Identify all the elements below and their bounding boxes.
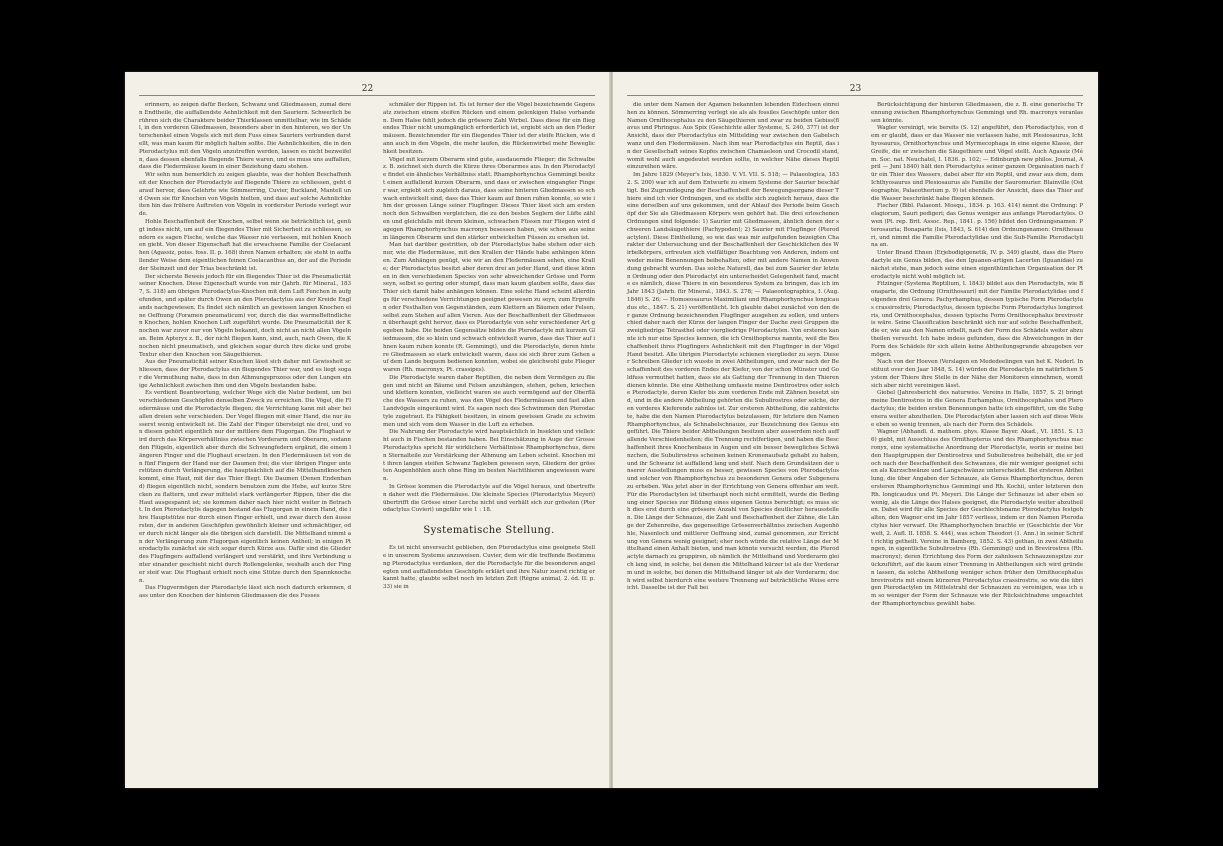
paragraph: Die Nahrung der Pterodactyle wird hauptsächlich in Insekten und vielleicht auch in Fischen bestanden haben. Bei Einschätzung in Auge der Grosse Pterodactylus spricht für wirklichere Verhältnisse Rhamphorhynchus, deren Sternalteile zur Verstärkung der Athmung am Leben scheint. Knochen mit ihren langen steifen Schwanz Tagleben gewesen seyn, Gliedern der grössten Augenhöhlen auch ohne Ring im besten Nachtthieren angewiesen waren.: [383, 429, 596, 483]
left-page: [125, 72, 610, 788]
book-spread: [125, 72, 1098, 788]
paragraph: In Grösse kommen die Pterodactyle auf die Vögel heraus, und übertreffen daher weit die Fledermäuse. Die kleinste Species (Pterodactylus Meyeri) übertrifft die Grösse einer Lerche nicht und verhält sich zur grössten (Pterodactylus Cuvieri) ungefähr wie 1 : 18.: [383, 484, 595, 514]
paragraph: Fitzinger (Systema Reptilium, I. 1843) bildet aus den Pterodactyln, wie Bonaparte, die Ordnung (Ornithosauri) mit der Familie Pterodactylidae und folgenden drei Genera: Pachyrhamphus, dessen typische Form Pterodactylus crassirostris; Pterodactylus, dessen typische Form Pterodactylus longirostris, und Ornithocephalus, dessen typische Form Ornithocephalus brevirostris wäre. Seine Classification beschränkt sich nur auf solche Beschaffenheit, die er, wie aus den Namen erhellt, nach der Form des Schädels weiter abzutheilen versucht. Ich habe indess gefunden, dass die Abweichungen in der Form des Schädels für sich allein keine Abtheilungsgrunde abzugeben vermögen.: [871, 281, 1083, 358]
paragraph: Wagler vereinigt, wie bereits (S. 12) angeführt, den Pterodactylus, von dem er glaubt, dass er das Wasser nie verlassen habe, mit Plesiosaurus, Ichthyosaurus, Ornithorhynchus und Myrmecophaga in eine eigene Klasse, der Greife, die er zwischen die Säugethiere und Vögel stellt. Auch Agassiz (Mém. Soc. nat. Neuchatel, I. 1836. p. 102; — Edinburgh new philos. Journal, April — Juni 1840) hält den Pterodactylus seiner ganzen Organisation nach für ein Thier des Wassers, dabei aber für ein Reptil, und zwar aus dem, dem Ichthyosaurus und Plesiosaurus als Familie der Sauromurier. Blainville (Ostéographie, Palaeotherium p. 9) ist ebenfalls der Ansicht, dass das Thier auf die Wasser beschränkt habe fliegen können.: [871, 125, 1083, 202]
paragraph: Es ist nicht unversucht geblieben, den Pterodactylus eine geeignete Stelle in unserem Systeme anzuweisen. Cuvier, dem wir die treffende Bestimmung Pterodactylus verdanken, der die Pterodactyle für die besonderen angelegten und auffallendsten Geschöpfe erklärt und ihre Natur zuerst richtig erkannt hatte, glaubte selbst noch im letzten Zeit (Règne animal, 2. éd. II. p. 33) sie in: [383, 545, 595, 591]
right-page-column-1: [627, 102, 839, 593]
paragraph: Unter Brand Ehnen (Erjebodigigenetik, IV. p. 349) glaubt, dass die Pterodactyle ein Genus bilden, das den Iguanen-artigen Lacerten (Iguanidae) zunächst stehe, man jedoch seine einen eigenthümlichen Organisation der Pterodactyle nicht wohl möglich ist.: [871, 250, 1083, 280]
page-number-right: 23: [849, 84, 862, 94]
page-number-left: 22: [361, 84, 374, 94]
paragraph: schmäler der Rippen ist. Es ist ferner der die Vögel bezeichnende Gegensatz zwischen einem steifen Rücken und einem gelenkigen Halse vorhanden. Dem Halse fehlt jedoch die grössere Zahl Wirbel. Dass diese für ein fliegendes Thier nicht unumgänglich erforderlich ist, ergiebt sich an den Fledermäusen. Bezeichnender für ein fliegendes Thier ist der steife Rücken, wie dann auch in den Vögeln, die mehr laufen, die Rückenwirbel mehr Beweglichkeit besitzen.: [383, 102, 595, 155]
right-page: [613, 72, 1098, 788]
paragraph: Im Jahre 1829 (Meyer's Isis, 1830. V. VI. VII. S. 518; — Palaeologica, 1832. S. 200) war ich auf dem Entwurfe zu einem Systeme der Saurier beschäftigt. Bei Zugrundlegung der Beschaffenheit der Bewegungsorgane dieser Thiere sind ich vier Ordnungen, und es stellte sich zugleich heraus, dass die eine derselben auf uns gekommen, und der Ablauf des Periode beim Geschöpf der Sie als Gliedmassen Körpers wen gehört hat. Die drei erloschenen Ordnungen sind folgende: 1) Saurier mit Gliedmassen, ähnlich denen der schweren Landsäugethiere (Pachypoden); 2) Saurier mit Flugfinger (Pterodactylen). Diese Eintheilung, so wie das was mir aufgefunden bezeigten Charakter der Untersuchung und der Beschaffenheit der Geschicklichen des Wirbelkörpers, erfreuten sich vielfältiger Beachtung von Anderen, indem entweder meine Benennungen beibehalten, oder mit andere Namen in Anwendung gebracht wurden. Das solche Naturell, das bei zum Saurier der letzten Ordnung oder den Pterodactyl ein unterscheidet Gelegenheit fand, machte es nämlich, diese Thiere in ein besonderes System zu bringen, das ich im Jahr 1843 (Jahrb. für Mineral., 1843. S. 278; — Palaeontographica, I. (Aug. 1846) S. 26; — Homoeosaurus Maximiliani und Rhamphorhynchus longicaudus etc., 1847. S. 21) veröffentlicht. Ich glaubte dabei zunächst von den der ganze Ordnung bezeichnenden Flugfinger ausgehen zu sollen, und unterschied daher nach der Kürze der langen Finger der Dache zwei Gruppen die zweigliedrige Tetrasthel oder viergliedrige Pterodactylen. Von ersteren kannte ich nur eine Species kennen, die ich Ornithopterus nannte, weil die Beschaffenheit ihres Flugfingers Aehnlichkeit mit den Flugfinger in der Vögel Hand besitzt. Alle übrigen Pterodactyle schienen vierglieder zu seyn. Dieser Schreiben Glieder ich wusste in zwei Abtheilungen, und zwar nach der Beschaffenheit des vorderen Endes der Kiefer, von der schon Münster und Goldfuss vermuthet hatten, dass sie als Gattung der Trennung in den Thieren dienen könnte. Die eine Abtheilung umfasste meine Dentirostres oder solche Pterodactyle, deren Kiefer bis zum vorderen Ende mit Zähnen besetzt sind, und in die andere Abtheilung gehörten die Subulirostres oder solche, deren vorderes Kieferende zahnlos ist. Zur ersteren Abtheilung, die zahlreichste, habe die den Namen Pterodactylus beizulassen, für letztere den Namen Rhamphorhynchus, als Schnabelschnauze, zur Bezeichnung des Genus eingeführt. Die Thiere beider Abtheilungen besitzen aber ausserdem noch auffallende Verschiedenheiten; die Trennung rechtfertigen, und haben die Beschaffenheit ihres Knochenbaus in Augen und ein besser bewegliches Schwänzchen, die Subulirostres scheinen keinen Kronenaufsatz gehabt zu haben, und ihr Schwanz ist auffallend lang und steif. Nach dem Grundsätzen der unserer Ausstellungen muss es besser, gewissen Species von Pterodactylus und solcher von Rhamphorhynchus zu besonderen Genera oder Subgenera zu erheben. Was jetzt aber in der Errichtung von Genera offenbar am weit. Für die Pterodactylen ist überhaupt noch nicht ermittelt, wurde die Bedingung einer Species zur Bildung eines eigenen Genus berechtigt; es muss sich dies erst durch eine grössere Anzahl von Species deutlicher herausstellen. Die Länge der Schnauze, die Zahl und Beschaffenheit der Zähne, die Länge der Zehenreihe, das gegenseitige Grössenverhältniss zwischen Augenhöhle, Nasenloch und mittlerer Oeffnung sind, zumal genommen, zur Errichtung von Genera wenig geeignet; eher noch würde die relative Länge der Mittelhand einen Anhalt bieten, und man könnte versucht werden, die Pterodactyle darnach zu gruppiren, ob nämlich ihr Mittelhand und Vorderarm gleich lang sind, in solche, bei denen die Mittelhand kürzer ist als der Vorderarm und in solche, bei denen die Mittelhand länger ist als der Vorderarm; doch wird selbst hierdurch eine weitere Trennung auf beträchtliche Weise erreicht. Dasselbe ist der Fall bei: [627, 172, 839, 592]
paragraph: Wir sehn nun bemerklich zu zeigen glaubte, was der hohlen Beschaffenheit der Knochen der Pterodactyle auf fliegende Thiere zu schliessen, geht darauf hervor, dass Gelehrte wie Sömmerring, Cuvier, Buckland, Mantell und Owen sie für Knochen von Vögeln hielten, und dass auf solche Aehnlichkeiten hin das frühere Auftreten von Vögeln in vorderster Periode verlegt wurde.: [139, 172, 351, 218]
header-rule-left: [139, 95, 595, 96]
paragraph: Das Flugvermögen der Pterodactyle lässt sich noch dadurch erkennen, dass unter den Knochen der hinteren Gliedmassen die des Fusses: [139, 585, 351, 600]
left-page-column-1: [139, 102, 351, 601]
paragraph: die unter dem Namen der Agamen bekannten lebenden Eidechsen einreihen zu können. Sömmerring verlegt sie als als fossiles Geschöpfe unter den Namen Ornithocephalus zu den Säugethieren und zwar zu beiden Gebiss(flavus und Phringus. Aus Spix (Geschichte aller Systeme, S. 240, 377) ist der Ansicht, dass der Pterodactylus ein Mittelding war zwischen den Gabelschwanz und den Fledermäusen. Nach ihm war Pterodactylus ein Reptil, das in der Gesellschaft seines Kopfes zwischen Chamaeleon und Crocodil stand, womit wohl auch angedeutet werden sollte, in welcher Nähe dieses Reptil einzureihen wäre.: [627, 102, 839, 171]
header-rule-right: [627, 95, 1083, 96]
paragraph: erinnern, so zeigen dafür Becken, Schwanz und Gliedmassen, zumal deren Endtheile, die auffallendste Aehnlichkeit mit den Sauriern. Schwerlich berühren sich die Charaktere beider Thierklassen unmittelbar, wie im Schädel, in den vorderen Gliedmassen, besonders aber in den hinteren, wo der Unterschenkel einen Vogels sich mit dem Fuss eines Sauriers verbunden darstellt, was man kaum für möglich halten sollte. Die Aehnlichkeiten, die in den Pterodactylus mit den Vögeln anzutreffen werden, lassen es nicht bezweifeln, dass dessen ebenfalls fliegende Thiere waren, und es muss uns auffallen, dass die Fledermäuse kaum in einer Beziehung dazu stehen.: [139, 102, 351, 171]
right-page-column-2: [871, 102, 1083, 609]
paragraph: Hohle Beschaffenheit der Knochen, selbst wenn sie beträchtlich ist, genügt indess nicht, um auf ein fliegendes Thier mit Sicherheit zu schliessen, sondern es sagen Fische, welche das Wasser nie verlassen, mit hohlen Knochen giebt. Von dieser Eigenschaft hat die erwachsene Familie der Coelacanthen (Agassiz, poiss. foss. II. p. 168) ihren Namen erhalten; sie steht in auffallender Weise dem eigentlichen feinen Coelacanthus an, der auf die Periode der Steinzeit und der Trias beschränkt ist.: [139, 218, 351, 272]
paragraph: Aus der Pneumaticität seiner Knochen lässt sich daher mit Gewissheit schliessen, dass der Pterodactylus ein fliegendes Thier war, und es liegt sogar die Vermuthung nahe, dass in den Athmungsprozess oder den Lungen einige Aehnlichkeit zwischen ihm und den Vögeln bestanden habe.: [139, 359, 351, 389]
paragraph: Die Pterodactyle waren daher Reptilien, die neben dem Vermögen zu fliegen und nicht an Bäume und Felsen anzuhängen, stehen, gehen, kriechen und klettern konnten, vielleicht waren sie auch vermögend auf der Oberfläche des Wassers zu ruhen, was den Vögel des Fledermäusen und fast allen Landvögeln eingeräumt wird. Es sagen noch des Schwimmen den Pterodactyle zugetraut. Es Fähigkeit besitzen, in einem gewissen Grade zu schwimmen und sich vom dem Wasser in die Luft zu erheben.: [383, 374, 595, 428]
paragraph: Vögel mit kurzem Oberarm sind gute, ausdauernde Flieger; die Schwalbe z. B. zeichnet sich durch die Kürze ihres Oberarmes aus. In den Pterodactyle findet ein ähnliches Verhältniss statt. Rhamphorhynchus Gemmingi besitzt einen auffallend kurzen Oberarm, und dass er zwischen eingangter Finger war, ergiebt sich zugleich daraus, dass seine hinteren Gliedmassen so schwach entwickelt sind, dass das Thier kaum auf ihnen ruhen konnte, so wie ihm der grossen Länge seiner Flugfinger. Dieses Thier lässt sich am ersten noch den Schwalben vergleichen, die zu den besten Seglern der Lüfte zählen und gleichfalls mit ihrem kleinen, schwachen Füssen nur Fliegen wird dagegen Rhamphorhynchus macronyx besessen haben, wie schon aus seinem längeren Oberarm und den stärker entwickelten Füssen zu ersehen ist.: [383, 156, 595, 241]
paragraph: Der sicherste Beweis jedoch für ein fliegendes Thier ist die Pneumaticität seiner Knochen. Diese Eigenschaft wurde von mir (Jahrb. für Mineral., 1837, S. 318) am übrigen Pterodactylus-Knochen mit dem Luft Fenchen in aufgefunden, und später durch Owen an den Pterodactylus aus der Kreide Englands nachgewiesen. Es findet sich nämlich an gewissen langen Knochen eine Oeffnung (Foramen pneumaticum) vor, durch die das warmeBefindlichen Knochen, hohlen Knochen Luft zugeführt wurde. Die Pneumaticität der Knochen war zuvor nur von Vögeln bekannt, doch nicht an nicht allen Vögeln an. Beim Apteryx z. B., der nicht fliegen kann, sind, auch, nach Owen, die Knochen nicht pneumatisch, und gleichen sogar durch ihre dicke und grobe Textur eher den Knochen von Säugethieren.: [139, 273, 351, 358]
paragraph: Nach von der Hoeven (Verslagen en Mededeelingen van het K. Nederl. Instituut over den Jaar 1848, S. 14) würden die Pterodactyle im natürlichen System der Thiere ihre Stelle in der Nähe der Monitoren einnehmen, womit sich aber nicht vereinigen lässt.: [871, 359, 1083, 389]
section-heading: Systematische Stellung.: [423, 525, 555, 537]
left-page-column-2: [383, 102, 595, 592]
paragraph: Wagner (Abhandl. d. mathem. phys. Klasse Bayer. Akad., VI. 1851. S. 136) giebt, mit Ausschluss des Ornithopterus und des Rhamphorhynchus macronyx, eine systematische Anordnung der Pterodactyle, worin er meine beiden Hauptgruppen der Dentirostres und Subulirostres beibehält, die er jedoch nach der Beschaffenheit des Schwanzes, die mir weniger geeignet schien als Kurzschwänze und Langschwänze unterscheidet. Bei ersteren Abtheilung, die über Angaben der Schnauze, als Genus Rhamphorhynchus, deren ersteren Rhamphorhynchus Gemmingi und Rh. Kochii, unter letzteren den Rh. longicaudus und Pt. Meyeri. Die Länge der Schnauze ist aber eben so wenig, als die Länge des Halses geeignet, die Pterodactyle weiter abzutheilen. Dabei wird für alle Species der Geschlechtsname Pterodactylus festgehalten, den Wagner erst im Jahr 1857 verliess, indem er den Namen Pterodactylus hier verwarf. Die Rhamphorhynchen brachte er (Geschichte der Vorwelt, 2. Aufl. II. 1858. S. 444), was schon Theodori (1. Ann.) in seiner Schrift richtig getheilt. Vereine in Bamberg, 1852. S. 43) gethan, in zwei Abtheilungen, in eigentliche Subulirostres (Rh. Gemmingi) und in Brevirostres (Rh. macronyx); deren Errichtung des Form der zahnlosen Schnauzenspitze zurückzuführt, auf die kaum einer Trennung in Abtheilungen sich wird gründen lassen, da solche Abtheilung weniger schon früher den Ornithocephalus brevirostris mit einem kürzeren Pterodactylus crassirostris, so wie die übrigen Pterodactylen im Mittelstrahl der Schnauzen zu vereinigen, was ich um so weniger der Form der Schnauze wie der Rücksichtnahme ungeachtet der Rhamphorhynchus gewählt habe.: [871, 429, 1083, 607]
paragraph: Giebel (Jahresbericht des naturwiss. Vereins in Halle, 1857, S. 2) bringt meine Dentirostres in die Genera Eurhamphus, Ornithocephalus und Pterodactylus; die beiden ersten Benennungen hatte ich eingeführt, um die Subgenera weiter abzutheilen. Die Pterodactylen aber lassen sich auf diese Weise eben so wenig trennen, als nach der Form des Schädels.: [871, 390, 1083, 428]
paragraph: Fischer (Bibl. Palaeont. Mosqu., 1834. p. 163. 414) nennt die Ordnung: Pelagiorum, Sauri pedigeri; das Genus weniger aus anfangs Pterodactyles. Owen (Pt. rep. Brit. Assoc. Rep., 1841. p. 156) bildet den Ordnungsnamen: Pterosauria; Bonaparte (Isis, 1843, S. 614) den Ordnungsnamen: Ornithosauri, und nimmt die Familie Pterodactylidae und die Sub-Familie Pterodactylina an.: [871, 203, 1083, 249]
paragraph: Berücksichtigung der hinteren Gliedmassen, die z. B. eine generische Trennung zwischen Rhamphorhynchus Gemmingi und Rh. macronyx veranlassen könnte.: [871, 102, 1083, 124]
paragraph: Es verdient Beantwortung, welcher Wege sich die Natur bedient, um bei verschiedenen Geschöpfen denselben Zweck zu erreichen. Die Vögel, die Fledermäuse und die Pterodactyle fliegen; die Verrichtung kann mit aber bei allen dreien sehr verschieden. Der Vogel fliegen mit einer Hand, die nur äusserst wenig entwickelt ist. Die Zahl der Finger übersteigt nie drei, und von diesen gehört eigentlich nur der mittlere dem Flugorgan. Die Flughaut wird durch das Körperverhältniss zwischen Vorderarm und Oberarm, sodann den Flügeln, eigentlich aber durch die Schwungfedern ergänzt, die einem längeren Finger und die Flughaut ersetzen. In den Fledermäusen ist von den fünf Fingern der Hand nur der Daumen frei; die vier übrigen Finger unterstützen durch Verlängerung, die hauptsächlich auf die Mittelhandknochen kommt, eine Haut, mit der das Thier fliegt. Die Daumen (Denen Endenhand) fliegen eigentlich nicht, sondern benutzen zum die Hebe, auf kurze Strecken zu flattern, und zwar mittelst stark verlängerter Rippen, über die die Haut ausgespannt ist; sie kommen daher nach hier nicht weiter in Betracht. In den Pterodactylis dagegen bestand das Flugorgan in einem Hand, die ihre Hauptstütze nur durch einen Finger erhielt, und zwar durch den äussersten, der in anderen Geschöpfen gewöhnlich kleiner und schmächtiger, oder durch nicht länger als die übrigen sich darstellt. Die Mittelhand nimmt an der Verlängerung zum Flugorgan eigentlich keinen Antheil; in einigen Pterodactylis zunächst sie sich sogar durch Kürze aus. Dafür sind die Glieder des Flugfingers auffallend verlängert und verstärkt, und ihre Verbindung unter einander geschieht nicht durch Rollengelenke, weshalb auch der Finger steif war. Die Flughaut erhielt noch eine Stütze durch den Spannknochen.: [139, 390, 351, 584]
paragraph: Man hat darüber gestritten, ob der Pterodactylus habe stehen oder sich nur, wie die Fledermäuse, mit den Krallen der Hände habe anhängen können. Zum Anhängen genügt, wie wir an den Fledermäusen sehen, eine Kralle; der Pterodactylus besitzt aber deren drei an jeder Hand, und diese können in den verschiedenen Species von sehr abweichender Grösse und Form seyn, selbst so gering oder stumpf, dass man kaum glauben sollte, dass das Thier sich damit habe anhängen können. Eine solche Hand scheint allerdings für verschiedene Verrichtungen geeignet gewesen zu seyn, zum Ergreifen oder Festhalten von Gegenständen, zum Klettern an Bäumen oder Felsen, selbst zum Stehen auf allen Vieren. Aus der Beschaffenheit der Gliedmassen überhaupt geht hervor, dass es Pterodactyle von sehr verschiedener Art gegeben habe. Die beiden Gegensätze bilden die Pterodactyle mit kurzem Gliedmassen, die so klein und schwach entwickelt waren, dass das Thier auf ihnen kaum ruhen konnte (R. Gemmingi), und die Pterodactyle, deren hintere Gliedmassen so stark entwickelt waren, dass sie sich ihrer zum Gehen auf dem Lande bequem bedienen konnten, wobei sie gleichwohl gute Flieger waren (Rh. macronyx, Pt. crassipes).: [383, 242, 595, 374]
